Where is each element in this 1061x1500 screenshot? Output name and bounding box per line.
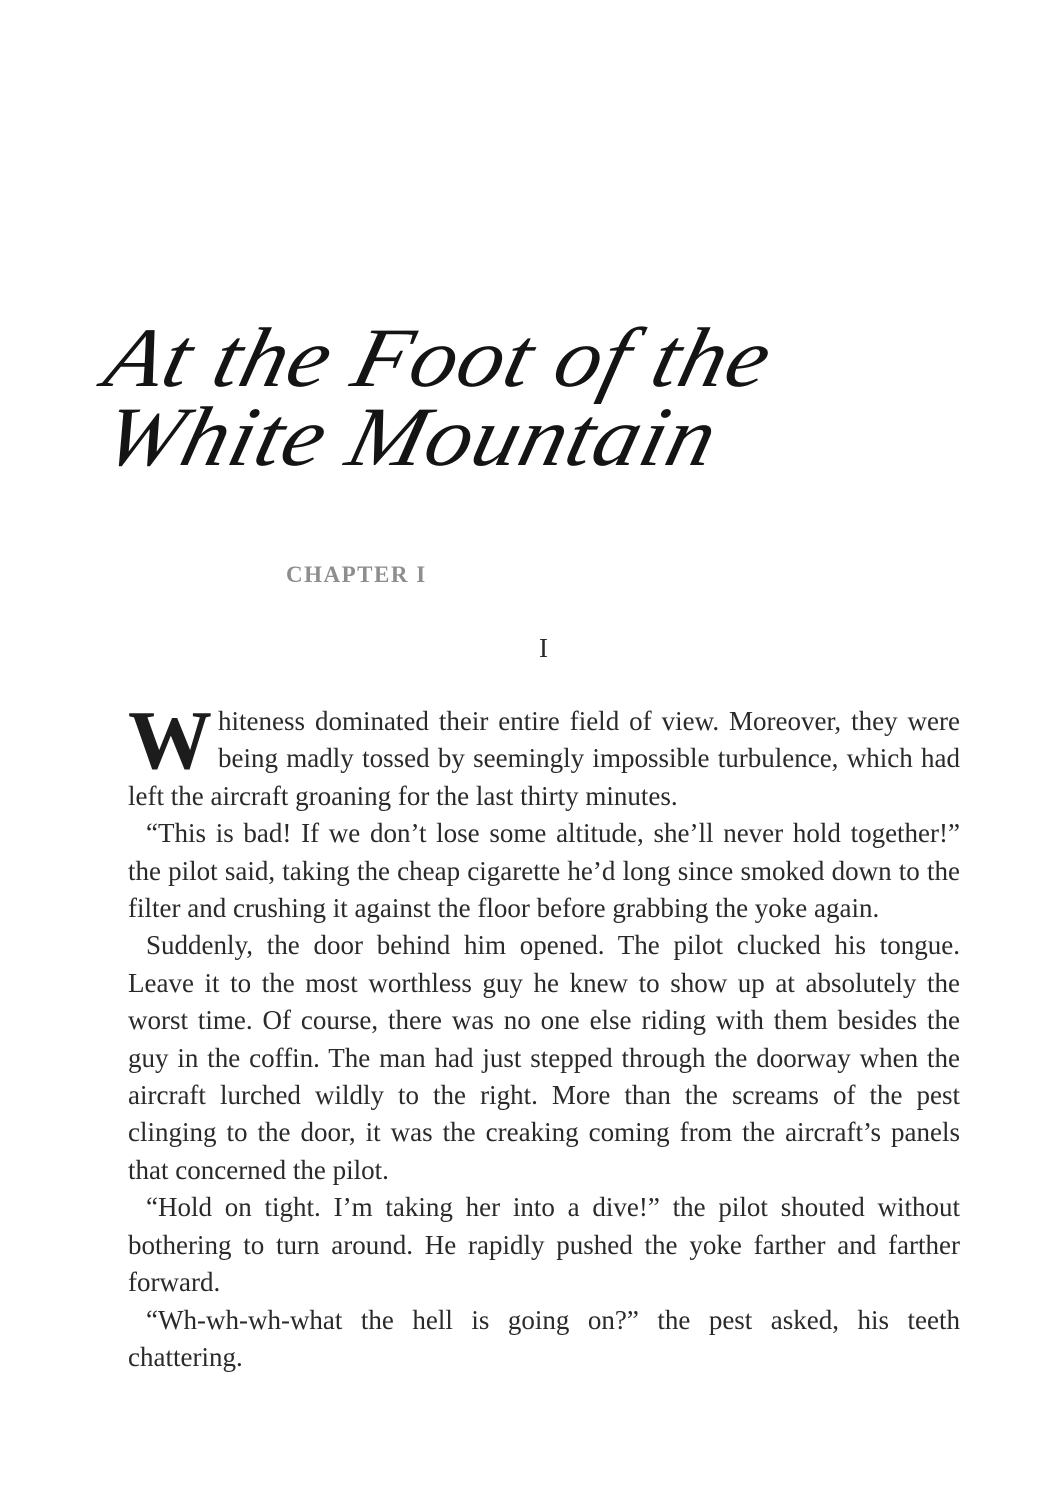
section-number: I [539,633,548,663]
paragraph-1 [128,694,960,815]
paragraph-1-text: hiteness dominated their entire field of view. Moreover, they were being madly tossed by seemingly impossible turbulence, which had left the aircraft groaning for the last thirty minutes. [128,706,960,811]
paragraph-2: “This is bad! If we don’t lose some altitude, she’ll never hold together!” the pilot said, taking the cheap cigarette he’d long since smoked down to the filter and crushing it against the floor before grabbing the yoke again. [128,818,960,924]
drop-cap: W [128,694,212,787]
paragraph-4: “Hold on tight. I’m taking her into a dive!” the pilot shouted without bothering to turn around. He rapidly pushed the yoke farther and farther forward. [128,1192,960,1298]
chapter-title-line-2: White Mountain [94,389,728,484]
body-text [128,694,960,1376]
chapter-title [79,310,782,484]
chapter-title-line-1: At the Foot of the [96,310,782,405]
paragraph-5: “Wh-wh-wh-what the hell is going on?” the pest asked, his teeth chattering. [128,1304,960,1372]
chapter-label: CHAPTER I [286,562,427,587]
paragraph-3: Suddenly, the door behind him opened. The pilot clucked his tongue. Leave it to the most worthless guy he knew to show up at absolutely the worst time. Of course, there was no one else riding with them besides the guy in the coffin. The man had just stepped through the doorway when the aircraft lurched wildly to the right. More than the screams of the pest clinging to the door, it was the creaking coming from the aircraft’s panels that concerned the pilot. [128,930,960,1185]
